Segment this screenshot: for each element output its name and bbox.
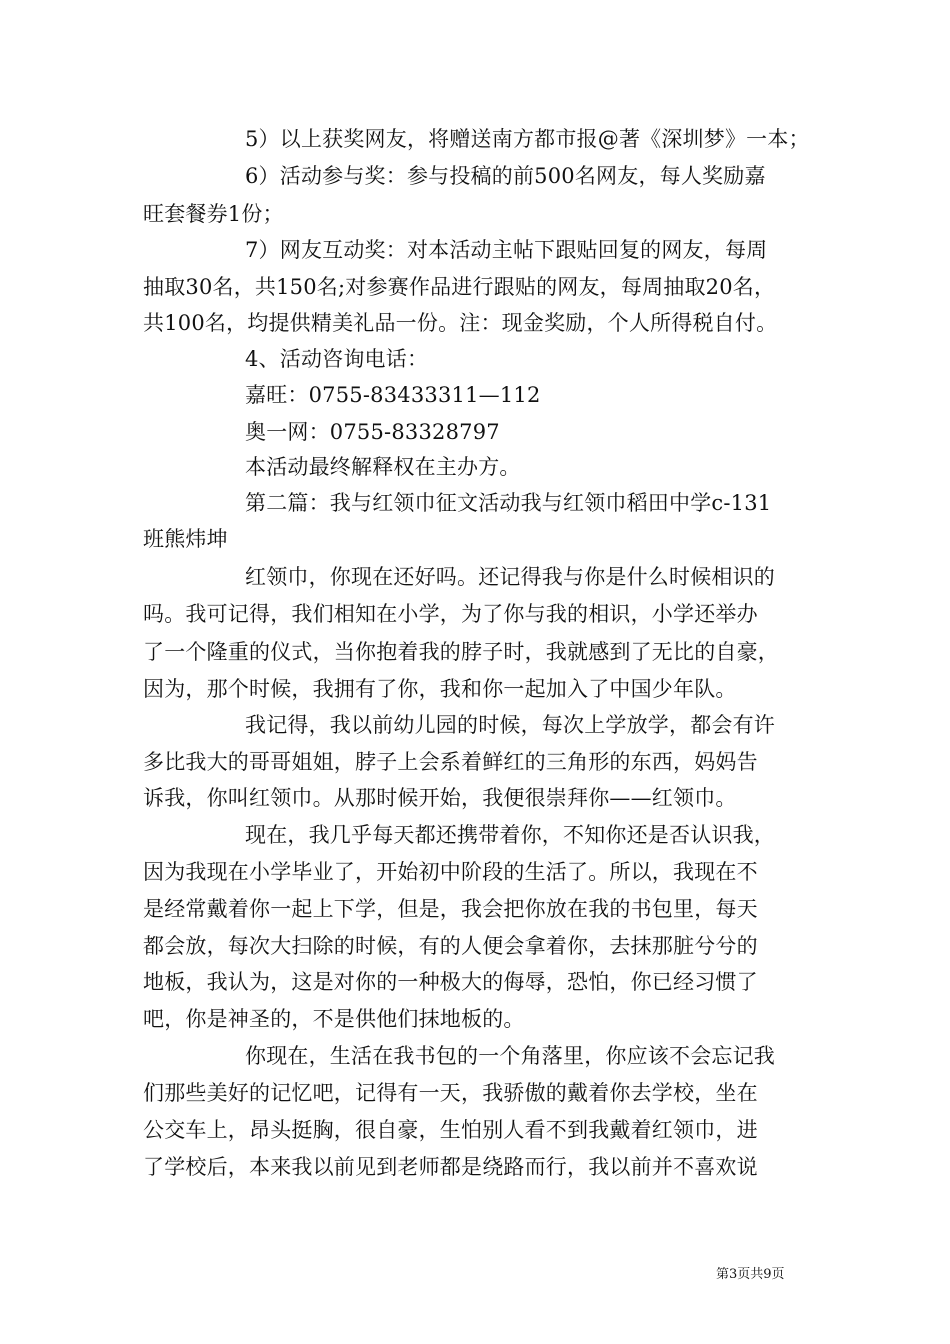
text-line: 奥一网：0755-83328797	[245, 420, 500, 444]
text-line: 7）网友互动奖：对本活动主帖下跟贴回复的网友，每周	[245, 238, 768, 262]
text-line: 旺套餐券1份；	[143, 202, 284, 226]
text-line: 公交车上，昂头挺胸，很自豪，生怕别人看不到我戴着红领巾，进	[143, 1118, 758, 1142]
section-heading: 班熊炜坤	[143, 527, 228, 551]
section-heading: 第二篇：我与红领巾征文活动我与红领巾稻田中学c-131	[245, 491, 772, 515]
text-line: 因为我现在小学毕业了，开始初中阶段的生活了。所以，我现在不	[143, 860, 758, 884]
text-line: 我记得，我以前幼儿园的时候，每次上学放学，都会有许	[245, 713, 775, 737]
text-line: 都会放，每次大扫除的时候，有的人便会拿着你，去抹那脏兮兮的	[143, 934, 758, 958]
text-line: 4、活动咨询电话：	[245, 347, 429, 371]
text-line: 了一个隆重的仪式，当你抱着我的脖子时，我就感到了无比的自豪，	[143, 640, 779, 664]
text-line: 嘉旺：0755-83433311—112	[245, 383, 541, 407]
text-line: 是经常戴着你一起上下学，但是，我会把你放在我的书包里，每天	[143, 897, 758, 921]
text-line: 多比我大的哥哥姐姐，脖子上会系着鲜红的三角形的东西，妈妈告	[143, 750, 758, 774]
text-line: 5）以上获奖网友，将赠送南方都市报@著《深圳梦》一本；	[245, 127, 810, 151]
text-line: 们那些美好的记忆吧，记得有一天，我骄傲的戴着你去学校，坐在	[143, 1081, 758, 1105]
text-line: 现在，我几乎每天都还携带着你，不知你还是否认识我，	[245, 823, 775, 847]
text-line: 6）活动参与奖：参与投稿的前500名网友，每人奖励嘉	[245, 164, 766, 188]
text-line: 因为，那个时候，我拥有了你，我和你一起加入了中国少年队。	[143, 677, 737, 701]
text-line: 诉我，你叫红领巾。从那时候开始，我便很崇拜你——红领巾。	[143, 786, 737, 810]
text-line: 红领巾，你现在还好吗。还记得我与你是什么时候相识的	[245, 565, 775, 589]
text-line: 抽取30名，共150名;对参赛作品进行跟贴的网友，每周抽取20名，	[143, 275, 776, 299]
text-line: 了学校后，本来我以前见到老师都是绕路而行，我以前并不喜欢说	[143, 1155, 758, 1179]
text-line: 吗。我可记得，我们相知在小学，为了你与我的相识，小学还举办	[143, 602, 758, 626]
text-line: 吧，你是神圣的，不是供他们抹地板的。	[143, 1007, 525, 1031]
text-line: 本活动最终解释权在主办方。	[245, 455, 521, 479]
text-line: 共100名，均提供精美礼品一份。注：现金奖励，个人所得税自付。	[143, 311, 778, 335]
text-line: 你现在，生活在我书包的一个角落里，你应该不会忘记我	[245, 1044, 775, 1068]
text-line: 地板，我认为，这是对你的一种极大的侮辱，恐怕，你已经习惯了	[143, 970, 758, 994]
page-number: 第3页共9页	[716, 1267, 785, 1282]
